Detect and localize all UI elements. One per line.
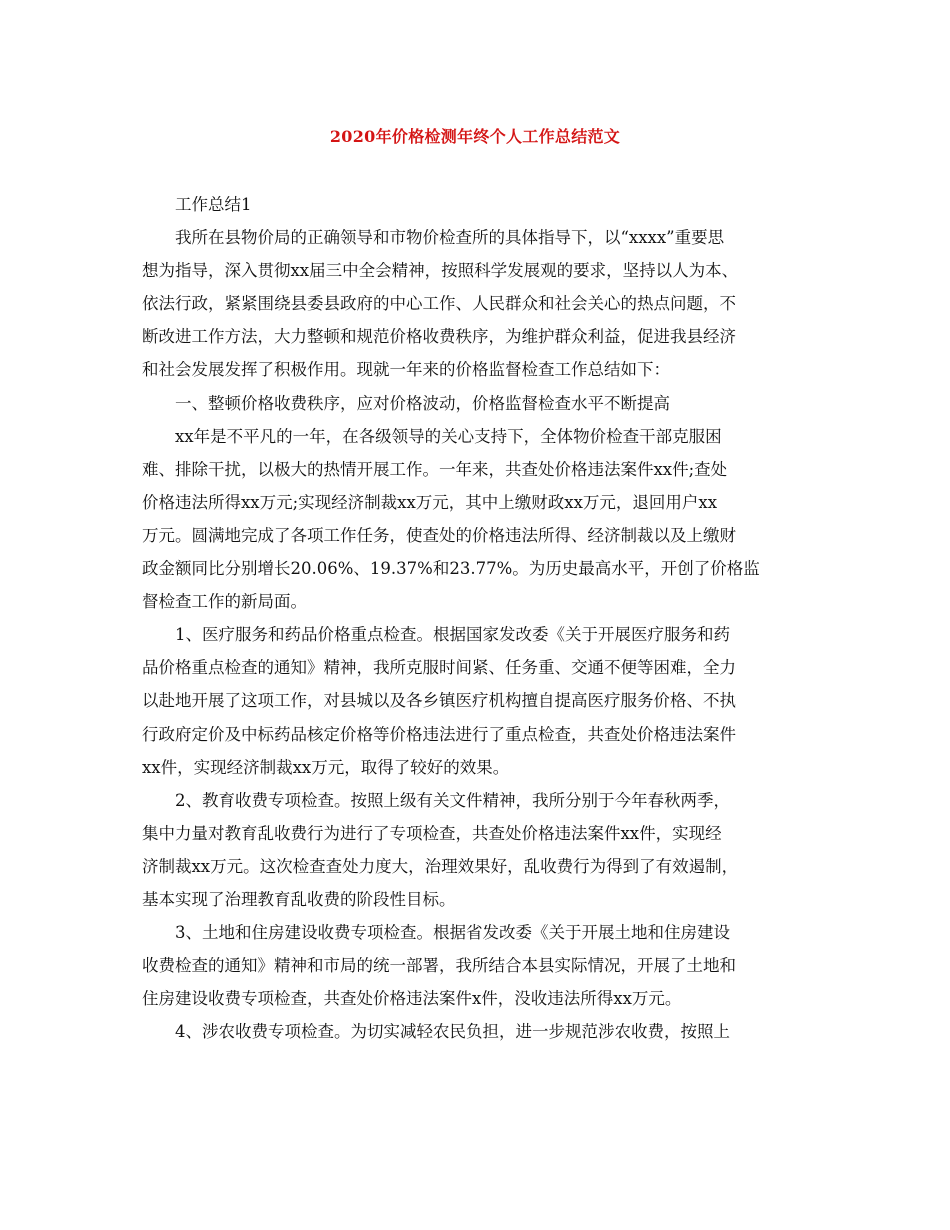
paragraph-item-2-education: 2、教育收费专项检查。按照上级有关文件精神，我所分别于今年春秋两季， 集中力量对教育乱收费行为进行了专项检查，共查处价格违法案件xx件，实现经 济制裁xx万元。这次检查查处力度大，治理效果好，乱收费行为得到了有效遏制， 基本实现了治理教育乱收费的阶段性目标。 (142, 790, 739, 909)
paragraph-section-1-heading: 一、整顿价格收费秩序，应对价格波动，价格监督检查水平不断提高 (175, 393, 670, 413)
paragraph-heading-summary-1: 工作总结1 (175, 195, 252, 214)
paragraph-item-3-land-housing: 3、土地和住房建设收费专项检查。根据省发改委《关于开展土地和住房建设 收费检查的通知》精神和市局的统一部署，我所结合本县实际情况，开展了土地和 住房建设收费专项检查，共查处价格违法案件x件，没收违法所得xx万元。 (142, 923, 736, 1009)
paragraph-item-4-agriculture: 4、涉农收费专项检查。为切实减轻农民负担，进一步规范涉农收费，按照上 (175, 1022, 730, 1042)
document-body (142, 188, 814, 1048)
paragraph-item-1-medical: 1、医疗服务和药品价格重点检查。根据国家发改委《关于开展医疗服务和药 品价格重点检查的通知》精神，我所克服时间紧、任务重、交通不便等困难，全力 以赴地开展了这项工作，对县城以及各乡镇医疗机构擅自提高医疗服务价格、不执 行政府定价及中标药品核定价格等价格违法进行了重点检查，共查处价格违法案件 xx件，实现经济制裁xx万元，取得了较好的效果。 (142, 625, 736, 777)
paragraph-intro: 我所在县物价局的正确领导和市物价检查所的具体指导下，以“xxxx”重要思 想为指导，深入贯彻xx届三中全会精神，按照科学发展观的要求，坚持以人为本、 依法行政，紧紧围绕县委县政府的中心工作、人民群众和社会关心的热点问题，不 断改进工作方法，大力整顿和规范价格收费秩序，为维护群众利益，促进我县经济 和社会发展发挥了积极作用。现就一年来的价格监督检查工作总结如下： (142, 228, 739, 380)
document-title: 2020年价格检测年终个人工作总结范文 (329, 127, 621, 146)
paragraph-overview: xx年是不平凡的一年，在各级领导的关心支持下，全体物价检查干部克服困 难、排除干扰，以极大的热情开展工作。一年来，共查处价格违法案件xx件;查处 价格违法所得xx万元;实现经济制裁xx万元，其中上缴财政xx万元，退回用户xx 万元。圆满地完成了各项工作任务，使查处的价格违法所得、经济制裁以及上缴财 政金额同比分别增长20.06%、19.37%和23.77%。为历史最高水平，开创了价格监 督检查工作的新局面。 (142, 426, 760, 612)
